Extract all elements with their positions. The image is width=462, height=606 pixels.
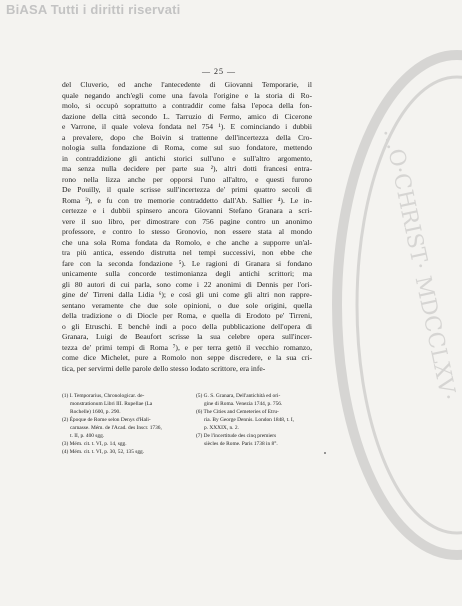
footnotes-left-column — [62, 392, 184, 456]
body-text-line: molo, si occupò soprattutto a contraddir come falsa l'epoca della fon- — [62, 101, 312, 110]
page-speck — [324, 452, 326, 454]
footnote-line: Rochelle) 1600, p. 290. — [70, 409, 121, 415]
seal-text: ...O·CHRIST· MDCCLXV· — [378, 126, 461, 404]
footnote-line: carnasse. Mém. de l'Acad. des Inscr. 1736, — [70, 425, 162, 431]
body-text-line: ma senza nulla decidere per parte sua ²), altri dotti francesi entra- — [62, 164, 312, 173]
footnote-line: (6) The Cities and Cemeteries of Etru- — [196, 409, 279, 415]
body-text-line: professore, e contro lo stesso Gronovio, non essere stata al mondo — [62, 227, 312, 236]
body-text-line: tra più antica, essendo distrutta nel tempi successivi, non ebbe che — [62, 248, 312, 257]
body-text-line: certezze e i dubbii spinsero ancora Giovanni Stefano Granara a scri- — [62, 206, 312, 215]
footnote-line: (5) G. S. Granara, Dell'antichità ed ori- — [196, 393, 281, 399]
body-text-line: fare con la seconda fondazione ⁵). Le ragioni di Granara si fondano — [62, 258, 312, 268]
body-text-line: in contraddizione gli antichi storici sull'uno e sull'altro argomento, — [62, 153, 312, 163]
body-text-line: gine de' Tirreni dalla Lidia ⁶); e così gli uni come gli altri non rappre- — [62, 290, 312, 299]
body-text-line: dazione della città secondo L. Tarruzio di Fermo, amico di Cicerone — [62, 111, 312, 121]
body-text-line: sentano veramente che due sole opinioni, o due sole origini, quella — [62, 300, 312, 310]
watermark-bar — [0, 0, 438, 20]
footnote-line: (4) Mém. cit. t. VI, p. 30, 52, 135 sgg. — [62, 449, 145, 455]
body-text-line: unicamente sulla concorde testimonianza degli antichi scrittori; ma — [62, 269, 312, 278]
body-text-line: nologia sulla fondazione di Roma, come sul suo fondatore, mettendo — [62, 143, 312, 152]
body-text-line: della tradizione o di Diocle per Roma, e quella di Erodoto pe' Tirreni, — [62, 311, 312, 320]
footnote-line: monstrationum Libri III. Rupellae (La — [70, 401, 153, 407]
footnote-line: ria. By George Dennis. London 1848, t. I, — [204, 417, 295, 423]
body-text-line: e Varrone, il quale voleva fondata nel 754 ¹). E cominciando i dubbii — [62, 122, 312, 131]
body-text-line: tica, per servirmi delle parole dello stesso lodato scrittore, era infe- — [62, 363, 266, 373]
body-text-line: come dice Michelet, pure a Romolo non seppe discredere, e la sua cri- — [62, 353, 312, 362]
watermark-text: BiASA Tutti i diritti riservati — [6, 2, 181, 17]
footnote-line: (7) De l'incertitude des cinq premiers — [196, 433, 277, 439]
body-text-line: o gli Etruschi. E benchè indi a poco della pubblicazione dell'opera di — [62, 321, 312, 331]
body-text-line: quale negando anch'egli come una favola l'origine e la storia di Ro- — [62, 90, 312, 100]
body-text-line: vere il suo libro, per dimostrare con 756 pagine contro un anonimo — [62, 216, 312, 226]
footnote-line: (1) I. Temporarius, Chronologicar. de- — [62, 393, 145, 399]
footnote-line: (3) Mém. cit. t. VI, p. 14, sgg. — [62, 441, 127, 447]
body-text-line: tezza de' primi tempi di Roma ⁷), e per terra gettò il vecchio romanzo, — [62, 342, 312, 352]
body-text-line: gli 80 autori di cui parla, sono come i 22 anonimi di Dennis per l'ori- — [62, 279, 312, 289]
page-number: — 25 — — [202, 67, 236, 76]
library-seal-watermark — [312, 40, 462, 570]
footnote-line: t. II, p. 400 sgg. — [70, 433, 105, 439]
body-text-line: Granara, Luigi de Beaufort scrisse la sua celebre opera sull'incer- — [62, 332, 312, 341]
body-text-line: De Pouilly, il quale scrisse sull'incertezza de' primi quattro secoli di — [62, 185, 312, 194]
body-text-line: Roma ³), e fu con tre memorie contraddetto dall'Ab. Sallier ⁴). Le in- — [62, 195, 312, 205]
footnote-line: siècles de Rome. Paris 1738 in 8°. — [204, 441, 278, 447]
main-body-text — [62, 80, 312, 374]
footnote-line: gine di Roma. Venezia 1744, p. 756. — [204, 401, 283, 407]
footnotes-right-column — [196, 392, 318, 448]
footnote-line: p. XXXIX, n. 2. — [204, 425, 239, 431]
body-text-line: rono nella lizza anche per opporsi l'uno all'altro, e questi furono — [62, 174, 312, 184]
footnote-line: (2) Époque de Rome selon Denys d'Hali- — [62, 417, 151, 423]
body-text-line: del Cluverio, ed anche l'antecedente di Giovanni Temporarie, il — [62, 80, 312, 89]
body-text-line: che una sola Roma fondata da Romolo, e che anche a supporre un'al- — [62, 237, 312, 247]
body-text-line: a prevalere, dopo che Boivin si trattenne dell'incertezza della Cro- — [62, 132, 312, 142]
